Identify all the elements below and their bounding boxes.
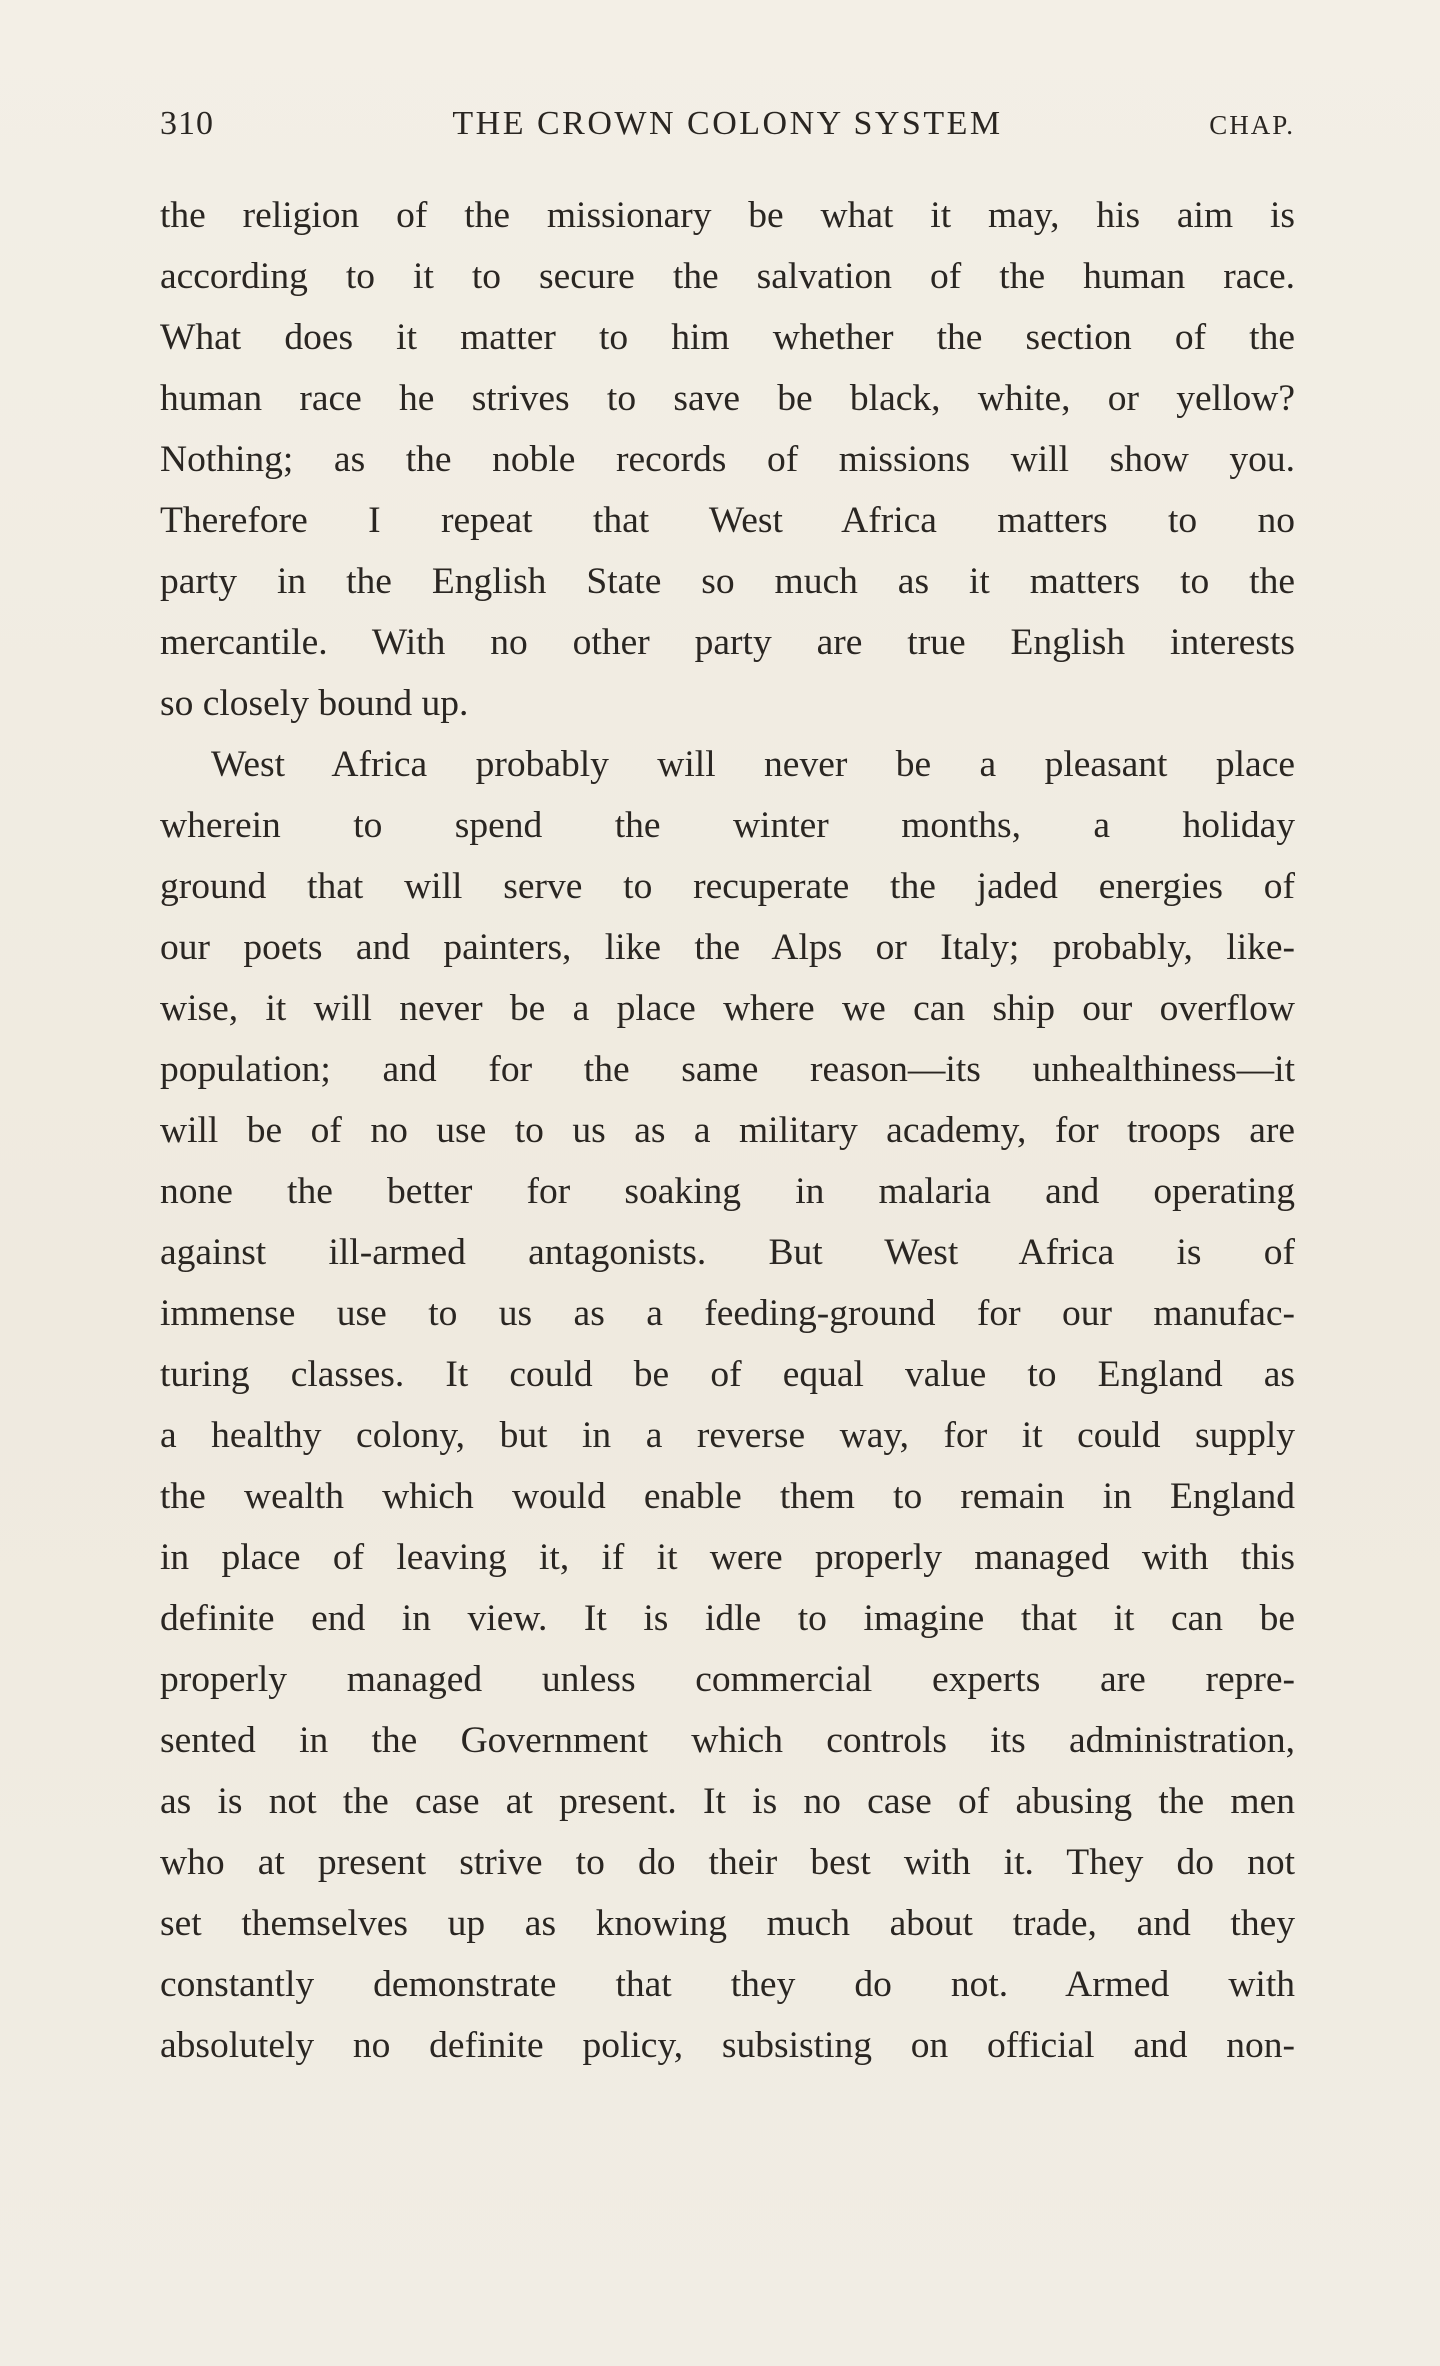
text-line: none the better for soaking in malaria and operating (160, 1171, 1295, 1212)
text-line: human race he strives to save be black, white, or yellow? (160, 378, 1295, 419)
text-line: turing classes. It could be of equal value to England as (160, 1354, 1295, 1395)
text-line: ground that will serve to recuperate the jaded energies of (160, 866, 1295, 907)
text-line: in place of leaving it, if it were properly managed with this (160, 1537, 1295, 1578)
text-line: absolutely no definite policy, subsisting on official and non- (160, 2025, 1295, 2066)
text-line: wise, it will never be a place where we can ship our overflow (160, 988, 1295, 1029)
text-line: population; and for the same reason—its unhealthiness—it (160, 1049, 1295, 1090)
body-text (160, 185, 1295, 2076)
text-line: the wealth which would enable them to remain in England (160, 1476, 1295, 1517)
text-line: as is not the case at present. It is no case of abusing the men (160, 1781, 1295, 1822)
text-line: according to it to secure the salvation of the human race. (160, 256, 1295, 297)
text-line: our poets and painters, like the Alps or Italy; probably, like- (160, 927, 1295, 968)
text-line: party in the English State so much as it matters to the (160, 561, 1295, 602)
text-line: against ill-armed antagonists. But West Africa is of (160, 1232, 1295, 1273)
text-line: immense use to us as a feeding-ground for our manufac- (160, 1293, 1295, 1334)
text-line: sented in the Government which controls its administration, (160, 1720, 1295, 1761)
text-line: wherein to spend the winter months, a holiday (160, 805, 1295, 846)
text-line: will be of no use to us as a military academy, for troops are (160, 1110, 1295, 1151)
text-line: Nothing; as the noble records of missions will show you. (160, 439, 1295, 480)
text-line: a healthy colony, but in a reverse way, for it could supply (160, 1415, 1295, 1456)
text-line: properly managed unless commercial experts are repre- (160, 1659, 1295, 1700)
chapter-label: CHAP. (1209, 110, 1295, 140)
page-number: 310 (160, 105, 214, 142)
text-line: set themselves up as knowing much about trade, and they (160, 1903, 1295, 1944)
running-head (160, 100, 1295, 148)
text-line: the religion of the missionary be what it may, his aim is (160, 195, 1295, 236)
text-line: Therefore I repeat that West Africa matters to no (160, 500, 1295, 541)
text-line: so closely bound up. (160, 683, 469, 724)
text-line: constantly demonstrate that they do not. Armed with (160, 1964, 1295, 2005)
paragraph-first-line: West Africa probably will never be a pleasant place (211, 744, 1295, 785)
running-title: THE CROWN COLONY SYSTEM (452, 105, 1003, 142)
text-line: mercantile. With no other party are true English interests (160, 622, 1295, 663)
text-line: What does it matter to him whether the section of the (160, 317, 1295, 358)
text-line: who at present strive to do their best with it. They do not (160, 1842, 1295, 1883)
text-line: definite end in view. It is idle to imagine that it can be (160, 1598, 1295, 1639)
